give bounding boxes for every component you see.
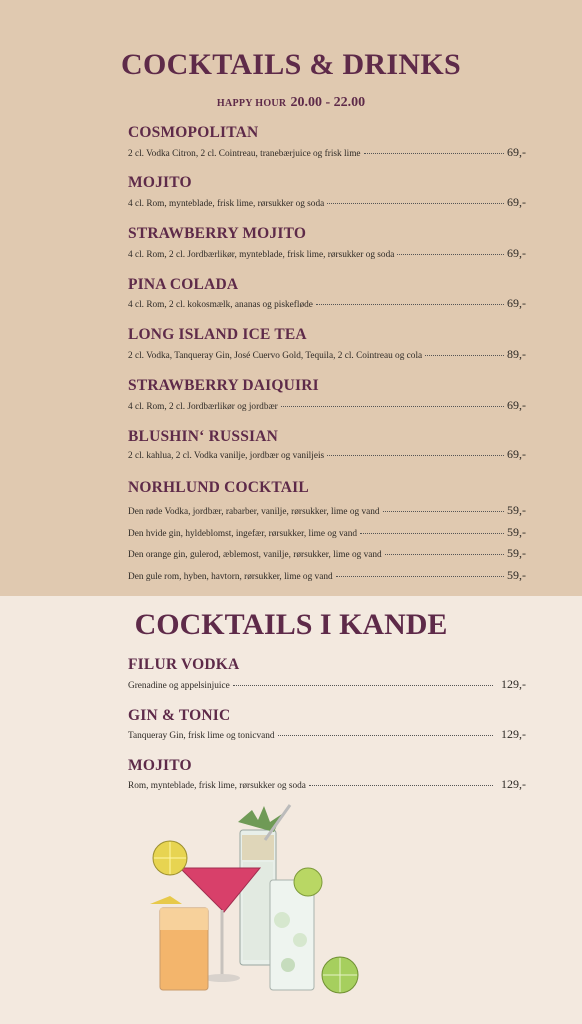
drink-price: 129,- xyxy=(501,677,526,691)
drink-line xyxy=(128,447,526,462)
drink-price: 69,- xyxy=(507,447,526,461)
drink-price: 69,- xyxy=(507,246,526,260)
drink-description: Den orange gin, gulerod, æblemost, vanilje, rørsukker, lime og vand xyxy=(128,550,382,560)
dotted-leader xyxy=(316,304,504,305)
drink-price: 59,- xyxy=(507,525,526,539)
drink-description: 4 cl. Rom, mynteblade, frisk lime, rørsukker og soda xyxy=(128,199,325,209)
dotted-leader xyxy=(383,511,504,512)
dotted-leader xyxy=(233,685,493,686)
drink-price: 59,- xyxy=(507,546,526,560)
drink-line xyxy=(128,568,526,583)
drink-line xyxy=(128,503,526,518)
happy-hour xyxy=(0,93,582,111)
drink-price: 89,- xyxy=(507,347,526,361)
drink-description: 4 cl. Rom, 2 cl. Jordbærlikør og jordbær xyxy=(128,402,278,412)
drink-line xyxy=(128,145,526,160)
cocktail-glasses-illustration xyxy=(140,800,370,1000)
drink-description: 4 cl. Rom, 2 cl. Jordbærlikør, mynteblade, frisk lime, rørsukker og soda xyxy=(128,250,395,260)
drink-line xyxy=(128,777,526,792)
dotted-leader xyxy=(281,406,504,407)
dotted-leader xyxy=(385,554,504,555)
drink-description: Den gule rom, hyben, havtorn, rørsukker, lime og vand xyxy=(128,572,333,582)
dotted-leader xyxy=(336,576,504,577)
drink-name: NORHLUND COCKTAIL xyxy=(128,479,309,496)
happy-hour-label: HAPPY HOUR xyxy=(216,98,287,109)
drink-name: BLUSHIN‘ RUSSIAN xyxy=(128,428,279,445)
drink-price: 69,- xyxy=(507,398,526,412)
section-title-cocktails-drinks: COCKTAILS & DRINKS xyxy=(121,48,461,81)
drink-description: Rom, mynteblade, frisk lime, rørsukker og soda xyxy=(128,781,306,791)
dotted-leader xyxy=(360,533,504,534)
drink-description: 4 cl. Rom, 2 cl. kokosmælk, ananas og piskefløde xyxy=(128,300,313,310)
drink-description: Den hvide gin, hyldeblomst, ingefær, rørsukker, lime og vand xyxy=(128,529,358,539)
dotted-leader xyxy=(364,153,504,154)
drink-line xyxy=(128,347,526,362)
dotted-leader xyxy=(278,735,493,736)
dotted-leader xyxy=(327,455,504,456)
drink-line xyxy=(128,525,526,540)
drink-name: STRAWBERRY MOJITO xyxy=(128,225,307,242)
drink-name: COSMOPOLITAN xyxy=(128,124,259,141)
drink-line xyxy=(128,296,526,311)
dotted-leader xyxy=(309,785,493,786)
orange-cocktail-icon xyxy=(150,896,208,990)
drink-name: FILUR VODKA xyxy=(128,656,240,673)
drink-description: 2 cl. Vodka, Tanqueray Gin, José Cuervo Gold, Tequila, 2 cl. Cointreau og cola xyxy=(128,351,423,361)
drink-price: 129,- xyxy=(501,727,526,741)
drink-price: 69,- xyxy=(507,145,526,159)
drink-line xyxy=(128,246,526,261)
drink-line xyxy=(128,398,526,413)
drink-line xyxy=(128,727,526,742)
drink-description: 2 cl. kahlua, 2 cl. Vodka vanilje, jordbær og vaniljeis xyxy=(128,451,325,461)
drink-description: Grenadine og appelsinjuice xyxy=(128,681,230,691)
drink-description: Tanqueray Gin, frisk lime og tonicvand xyxy=(128,731,275,741)
gin-tonic-glass-icon xyxy=(270,868,358,993)
drink-line xyxy=(128,677,526,692)
drink-line xyxy=(128,195,526,210)
drink-name: MOJITO xyxy=(128,757,192,774)
dotted-leader xyxy=(397,254,504,255)
drink-name: MOJITO xyxy=(128,174,192,191)
drink-name: LONG ISLAND ICE TEA xyxy=(128,326,307,343)
drink-name: STRAWBERRY DAIQUIRI xyxy=(128,377,319,394)
drink-name: PINA COLADA xyxy=(128,276,239,293)
drink-price: 59,- xyxy=(507,503,526,517)
happy-hour-time: 20.00 - 22.00 xyxy=(290,95,366,110)
section-title-cocktails-i-kande: COCKTAILS I KANDE xyxy=(134,608,448,641)
drink-name: GIN & TONIC xyxy=(128,707,231,724)
drink-description: Den røde Vodka, jordbær, rabarber, vanilje, rørsukker, lime og vand xyxy=(128,507,380,517)
drink-price: 59,- xyxy=(507,568,526,582)
drink-price: 129,- xyxy=(501,777,526,791)
drink-price: 69,- xyxy=(507,195,526,209)
dotted-leader xyxy=(327,203,504,204)
drink-line xyxy=(128,546,526,561)
drink-price: 69,- xyxy=(507,296,526,310)
dotted-leader xyxy=(425,355,504,356)
drink-description: 2 cl. Vodka Citron, 2 cl. Cointreau, tranebærjuice og frisk lime xyxy=(128,149,361,159)
